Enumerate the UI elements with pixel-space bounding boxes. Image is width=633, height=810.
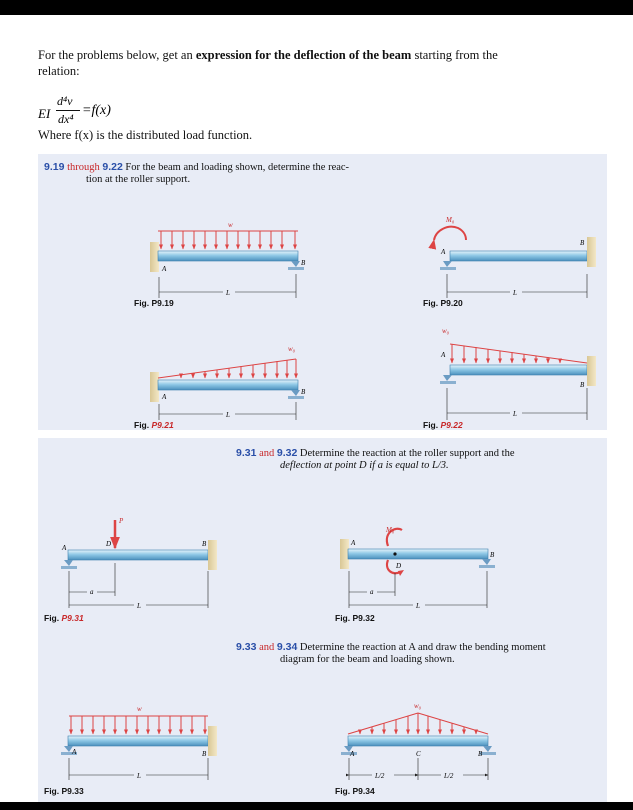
point-a-label: A <box>441 248 446 256</box>
intro-text-end: starting from the <box>411 48 498 62</box>
problem-text: For the beam and loading shown, determine the reac- <box>125 162 350 173</box>
problem-text: deflection at point D if a is equal to L/3. <box>280 460 449 471</box>
load-label-p: P <box>119 517 124 525</box>
load-label-w0: w₀ <box>288 345 296 353</box>
length-label: L <box>416 602 420 610</box>
point-b-label: B <box>202 540 207 548</box>
beam <box>348 549 488 559</box>
problem-number: 9.32 <box>276 447 298 459</box>
figures-931-934 <box>38 438 607 802</box>
fig-label-p9-31 <box>44 613 84 623</box>
fig-label-p9-22 <box>423 420 463 430</box>
length-label: L <box>137 602 141 610</box>
beam <box>348 736 488 746</box>
dimension-lines <box>349 758 488 780</box>
eq-numerator: d⁴v <box>57 94 73 108</box>
fig-label-p9-21 <box>134 420 174 430</box>
fig-prefix: Fig. <box>134 420 152 430</box>
dim-a-label: a <box>370 588 374 596</box>
roller-support <box>291 261 300 267</box>
point-c-label: C <box>416 750 421 758</box>
eq-ei: EI <box>38 106 51 121</box>
intro-paragraph <box>38 47 598 79</box>
triangular-load-arrows <box>450 344 587 363</box>
beam <box>450 365 587 375</box>
fixed-wall <box>150 372 159 402</box>
fixed-wall <box>150 242 159 272</box>
fig-prefix: Fig. <box>423 298 441 308</box>
roller-base <box>288 267 304 270</box>
problem-number: 9.22 <box>102 161 123 173</box>
point-b-label: B <box>490 551 495 559</box>
figure-p9-21 <box>150 345 306 420</box>
fig-prefix: Fig. <box>423 420 441 430</box>
problem-through: through <box>64 162 103 173</box>
page <box>0 15 633 802</box>
length-label: L <box>226 289 230 297</box>
problem-and: and <box>256 448 277 459</box>
point-d-marker <box>393 552 396 555</box>
roller-support <box>443 375 452 381</box>
beam <box>158 380 298 390</box>
figure-p9-22 <box>440 327 596 420</box>
fig-number: P9.34 <box>352 786 375 796</box>
problems-panel-919-922 <box>38 154 607 430</box>
fig-prefix: Fig. <box>335 613 353 623</box>
point-a-label: A <box>72 748 77 756</box>
beam <box>68 550 208 560</box>
point-a-label: A <box>162 393 167 401</box>
point-d-label: D <box>396 562 402 570</box>
where-text: Where f(x) is the distributed load function. <box>38 128 253 142</box>
fig-number: P9.22 <box>440 420 463 430</box>
fig-label-p9-33 <box>44 786 84 796</box>
fig-number: P9.20 <box>440 298 463 308</box>
figure-p9-19 <box>150 221 306 298</box>
fig-number: P9.19 <box>151 298 174 308</box>
figure-p9-33 <box>61 705 217 780</box>
fixed-wall <box>587 237 596 267</box>
problem-text: tion at the roller support. <box>86 174 191 185</box>
moment-arrow <box>434 227 466 240</box>
fig-number: P9.31 <box>61 613 84 623</box>
load-label-w: w <box>137 705 142 713</box>
figures-919-922 <box>38 154 607 430</box>
problem-number: 9.19 <box>44 161 65 173</box>
problem-text: Determine the reaction at the roller support and the <box>299 448 515 459</box>
roller-support-b <box>483 746 492 752</box>
roller-base <box>440 267 456 270</box>
point-b-label: B <box>202 750 207 758</box>
length-label: L <box>513 289 517 297</box>
dimension-line <box>447 388 587 420</box>
length-label: L <box>513 410 517 418</box>
dim-a-label: a <box>90 588 94 596</box>
length-label: L <box>226 411 230 419</box>
half-length-label: L/2 <box>444 772 454 780</box>
moment-label: M₀ <box>386 526 395 534</box>
moment-arrowhead <box>398 570 404 576</box>
triangular-load-arrows <box>158 359 296 378</box>
load-label-w: w <box>228 221 233 229</box>
intro-relation-label: relation: <box>38 64 80 78</box>
beam <box>158 251 298 261</box>
fig-label-p9-20 <box>423 298 463 308</box>
eq-rhs: =f(x) <box>82 103 111 118</box>
point-a-label: A <box>351 539 356 547</box>
fig-label-p9-19 <box>134 298 174 308</box>
point-b-label: B <box>580 239 585 247</box>
fig-label-p9-32 <box>335 613 375 623</box>
load-label-w0: w₀ <box>442 327 450 335</box>
roller-support <box>291 390 300 396</box>
fig-number: P9.21 <box>151 420 174 430</box>
dimension-line <box>447 274 587 298</box>
fig-number: P9.33 <box>61 786 84 796</box>
moment-label: M₀ <box>446 216 455 224</box>
beam <box>450 251 587 261</box>
point-a-label: A <box>162 265 167 273</box>
half-length-label: L/2 <box>375 772 385 780</box>
point-b-label: B <box>301 259 306 267</box>
fig-label-p9-34 <box>335 786 375 796</box>
distributed-load-arrows <box>158 231 298 249</box>
problem-and: and <box>256 642 277 653</box>
beam <box>68 736 208 746</box>
roller-base <box>479 565 495 568</box>
roller-base <box>440 381 456 384</box>
problem-text: diagram for the beam and loading shown. <box>280 654 455 665</box>
roller-base <box>61 566 77 569</box>
load-label-w0: w₀ <box>414 702 422 710</box>
roller-base <box>341 752 357 755</box>
problem-number: 9.31 <box>236 447 257 459</box>
problem-number: 9.33 <box>236 641 257 653</box>
problem-text: Determine the reaction at A and draw the bending moment <box>299 642 546 653</box>
roller-base <box>288 396 304 399</box>
fig-number: P9.32 <box>352 613 375 623</box>
figure-p9-31 <box>61 517 217 610</box>
point-b-label: B <box>478 750 483 758</box>
intro-text: For the problems below, get an <box>38 48 196 62</box>
point-b-label: B <box>580 381 585 389</box>
roller-base <box>480 752 496 755</box>
point-b-label: B <box>301 388 306 396</box>
fig-prefix: Fig. <box>335 786 353 796</box>
roller-support <box>443 261 452 267</box>
fig-prefix: Fig. <box>44 786 62 796</box>
point-a-label: A <box>62 544 67 552</box>
fixed-wall <box>340 539 349 569</box>
point-d-label: D <box>106 540 112 548</box>
intro-emphasis: expression for the deflection of the beam <box>195 48 412 62</box>
length-label: L <box>137 772 141 780</box>
roller-support <box>482 559 491 565</box>
eq-fraction-bar <box>56 110 80 111</box>
fig-prefix: Fig. <box>44 613 62 623</box>
triangular-load-arrows <box>348 713 488 734</box>
figure-p9-34 <box>341 702 496 780</box>
figure-p9-32 <box>340 526 495 610</box>
fixed-wall <box>208 726 217 756</box>
eq-denominator: dx⁴ <box>58 112 74 126</box>
fixed-wall <box>208 540 217 570</box>
problems-panel-931-934 <box>38 438 607 802</box>
point-a-label: A <box>441 351 446 359</box>
figure-p9-20 <box>434 216 596 298</box>
fig-prefix: Fig. <box>134 298 152 308</box>
point-a-label: A <box>350 750 355 758</box>
fixed-wall <box>587 356 596 386</box>
roller-support <box>64 560 73 566</box>
problem-number: 9.34 <box>276 641 298 653</box>
distributed-load-arrows <box>69 716 208 734</box>
